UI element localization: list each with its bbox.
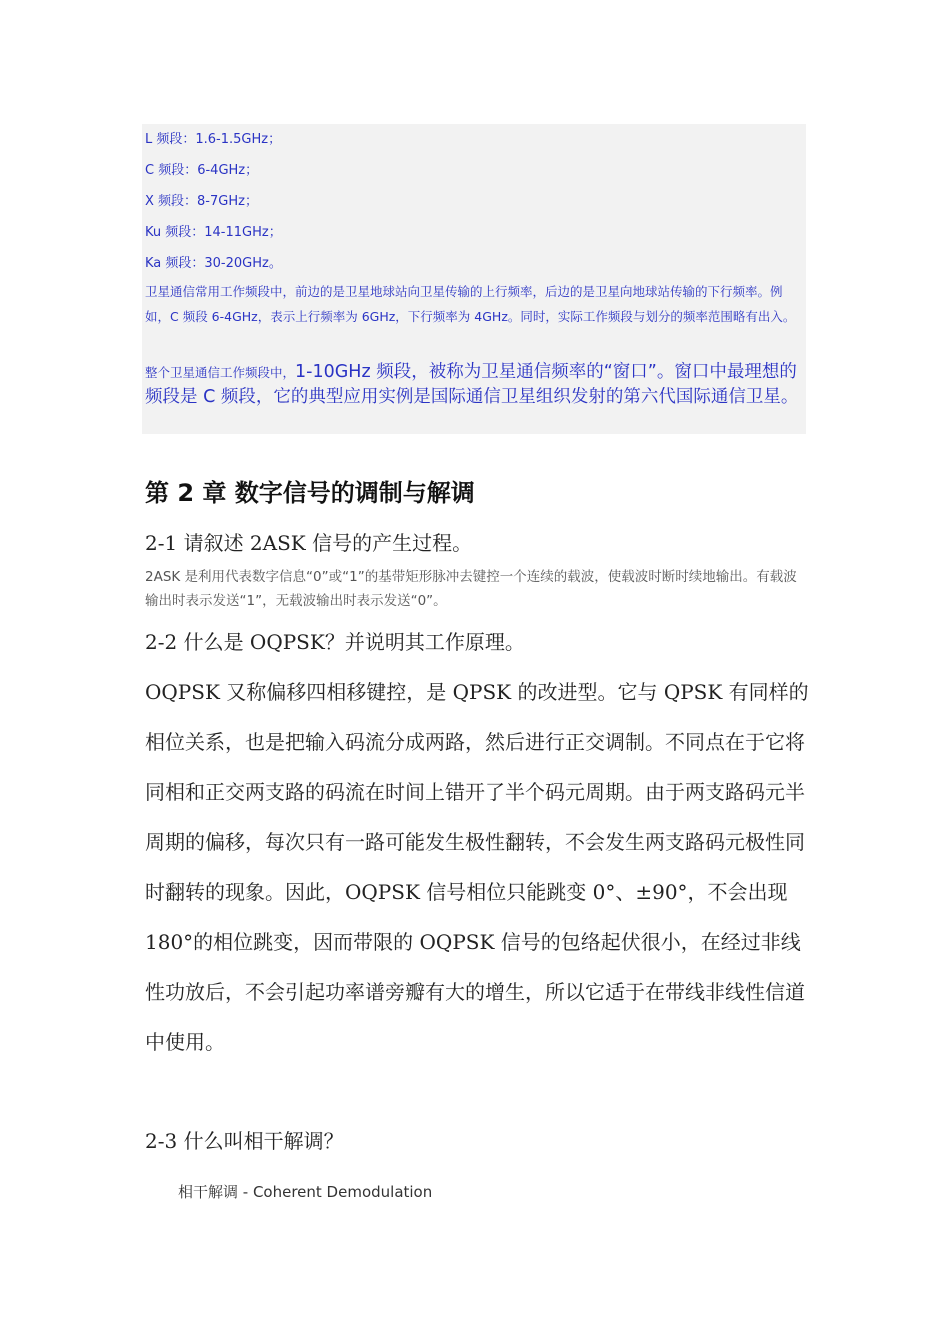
band-note: 卫星通信常用工作频段中，前边的是卫星地球站向卫星传输的上行频率，后边的是卫星向地球站传输的下行频率。例如，C 频段 6-4GHz，表示上行频率为 6GHz，下行频率为 4GHz。同时，实际工作频段与划分的频率范围略有出入。 [145,284,796,324]
window-note [145,360,805,410]
band-c: C 频段：6-4GHz； [145,163,259,178]
question-2-2: 2-2 什么是 OQPSK？并说明其工作原理。 [145,630,525,654]
band-l: L 频段：1.6-1.5GHz； [145,132,282,147]
band-x: X 频段：8-7GHz； [145,194,258,209]
window-note-body: 1-10GHz 频段，被称为卫星通信频率的“窗口”。窗口中最理想的频段是 C 频段，它的典型应用实例是国际通信卫星组织发射的第六代国际通信卫星。 [145,362,799,407]
question-2-1: 2-1 请叙述 2ASK 信号的产生过程。 [145,531,473,555]
window-note-prefix: 整个卫星通信工作频段中， [145,365,296,380]
band-ku: Ku 频段：14-11GHz； [145,225,282,240]
answer-2-1: 2ASK 是利用代表数字信息“0”或“1”的基带矩形脉冲去键控一个连续的载波，使载波时断时续地输出。有载波输出时表示发送“1”，无载波输出时表示发送“0”。 [145,569,797,609]
coherent-demodulation-term: 相干解调 - Coherent Demodulation [178,1183,433,1201]
chapter-title: 第 2 章 数字信号的调制与解调 [145,479,475,507]
question-2-3: 2-3 什么叫相干解调？ [145,1129,344,1153]
answer-2-2: OQPSK 又称偏移四相移键控，是 QPSK 的改进型。它与 QPSK 有同样的相位关系，也是把输入码流分成两路，然后进行正交调制。不同点在于它将同相和正交两支路的码流在时间上错开了半个码元周期。由于两支路码元半周期的偏移，每次只有一路可能发生极性翻转，不会发生两支路码元极性同时翻转的现象。因此，OQPSK 信号相位只能跳变 0°、±90°，不会出现 180°的相位跳变，因而带限的 OQPSK 信号的包络起伏很小，在经过非线性功放后，不会引起功率谱旁瓣有大的增生，所以它适于在带线非线性信道中使用。 [145,680,809,1054]
band-ka: Ka 频段：30-20GHz。 [145,256,282,271]
